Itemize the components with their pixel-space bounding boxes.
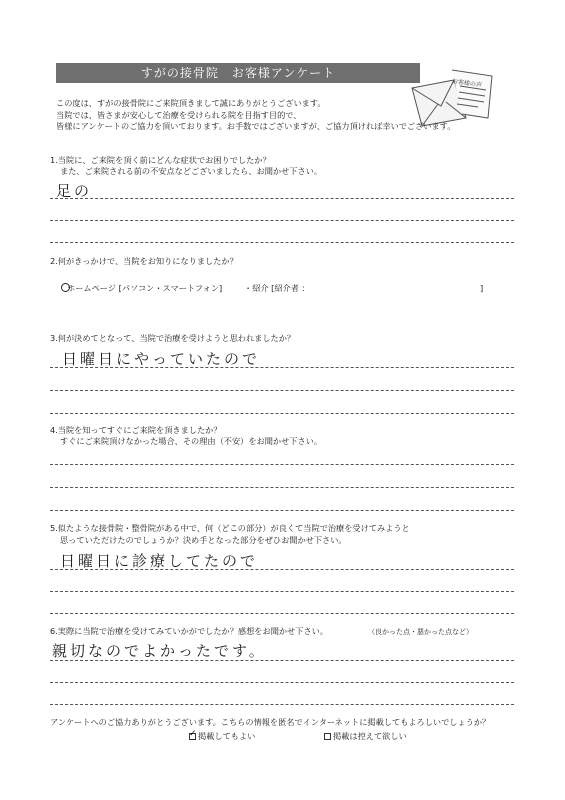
checkbox-icon[interactable] — [324, 733, 331, 740]
question-1: 1.当院に、ご来院を頂く前にどんな症状でお困りでしたか？ — [50, 155, 271, 165]
referral-bracket-close: ] — [480, 283, 484, 293]
question-2: 2.何がきっかけで、当院をお知りになりましたか？ — [50, 256, 238, 266]
answer-line — [50, 242, 514, 243]
consent-no[interactable] — [324, 731, 407, 742]
consent-yes[interactable] — [189, 731, 255, 742]
answer-line — [50, 390, 514, 391]
consent-no-label: 掲載は控えて欲しい — [333, 731, 407, 741]
answer-line — [50, 413, 514, 414]
publish-consent-question: アンケートへのご協力ありがとうございます。こちらの情報を匿名でインターネットに掲載してもよろしいでしょうか？ — [50, 717, 491, 727]
answer-line — [50, 220, 514, 221]
answer-line — [50, 198, 514, 199]
answer-line — [50, 682, 514, 683]
answer-6: 親切なのでよかったです。 — [52, 642, 267, 660]
question-6: 6.実際に当院で治療を受けてみていかがでしたか？感想をお聞かせ下さい。 — [50, 626, 329, 636]
answer-line — [50, 704, 514, 705]
answer-3: 日曜日にやっていたので — [62, 350, 261, 368]
answer-5: 日曜日に診療してたので — [60, 552, 259, 570]
question-4-sub: すぐにご来院頂けなかった場合、その理由（不安）をお聞かせ下さい。 — [60, 436, 323, 446]
consent-yes-label: 掲載してもよい — [198, 731, 256, 741]
survey-title: すがの接骨院 お客様アンケート — [56, 63, 420, 83]
intro-line: 皆様にアンケートのご協力を頂いております。お手数ではございますが、ご協力頂ければ幸いでございます。 — [56, 121, 456, 131]
answer-line — [50, 510, 514, 511]
question-1-sub: また、ご来院される前の不安点などございましたら、お聞かせ下さい。 — [60, 166, 323, 176]
intro-text — [56, 98, 516, 133]
question-5: 5.似たような接骨院・整骨院がある中で、何（どこの部分）が良くて当院で治療を受けてみようと — [50, 523, 410, 533]
answer-line — [50, 464, 514, 465]
answer-line — [50, 613, 514, 614]
question-4: 4.当院を知ってすぐにご来院を頂きましたか？ — [50, 425, 222, 435]
question-3: 3.何が決めてとなって、当院で治療を受けようと思われましたか？ — [50, 333, 296, 343]
answer-line — [50, 569, 514, 570]
answer-line — [50, 660, 514, 661]
question-6-note: （良かった点・悪かった点など） — [368, 628, 473, 636]
stamp-label: お客様の声 — [451, 77, 483, 90]
answer-1: 足の — [56, 182, 93, 200]
answer-line — [50, 487, 514, 488]
option-referral: ・紹介 [紹介者 ： — [244, 283, 310, 293]
answer-line — [50, 367, 514, 368]
question-5-sub: 思っていただけたのでしょうか？決め手となった部分をぜひお聞かせ下さい。 — [60, 535, 347, 545]
answer-line — [50, 591, 514, 592]
intro-line: 当院では、皆さまが安心して治療を受けられる院を目指す目的で、 — [56, 109, 302, 120]
checkbox-checked-icon[interactable] — [189, 733, 196, 740]
option-homepage: ホームページ [パソコン・スマートフォン] — [67, 283, 223, 293]
intro-line: この度は、すがの接骨院にご来院頂きまして誠にありがとうございます。 — [56, 98, 326, 108]
